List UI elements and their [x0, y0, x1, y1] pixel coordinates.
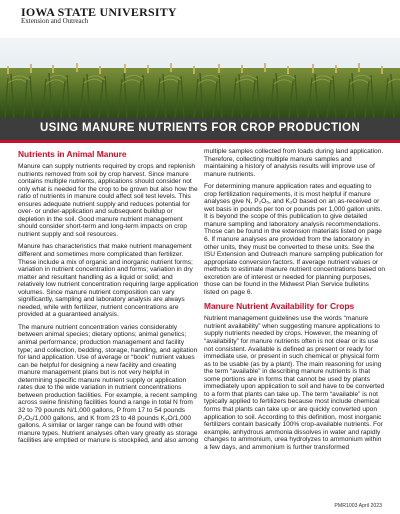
paragraph: The manure nutrient concentration varies considerably between animal species; dietary options; animal genetics; animal performance; production management and facility type; and collection, bedding, storage, handling, and agitation for land application. Use of average or “book” nutrient values can be helpful for designing a new facility and creating manure management plans but is not very helpful in determining specific manure nutrient supply or application rates due to the wide variation in nutrient concentrations between production facilities. For example, a recent sampling across swine finishing facilities found a range in total N from 32 to 79 pounds N/1,000 gallons, P from 17 to 54 pounds P₂O₅/1,000 gallons, and K from 23 to 48 pounds K₂O/1,000 gallons. A similar or larger range can be found with other manure types. Nutrient analyses often vary greatly as storage facilities are emptied or manure is stockpiled, and also among — [18, 323, 199, 445]
paragraph: multiple samples collected from loads during land application. Therefore, collecting multiple manure samples and maintaining a history of analysis results will improve use of manure nutrients. — [204, 148, 384, 178]
university-logo[interactable]: IOWA STATE UNIVERSITY — [21, 5, 177, 19]
page-title: USING MANURE NUTRIENTS FOR CROP PRODUCTION — [39, 122, 361, 134]
title-banner — [0, 118, 400, 140]
cornfield-photo — [0, 38, 400, 118]
section-heading-availability: Manure Nutrient Availability for Crops — [204, 301, 355, 312]
unit-name: Extension and Outreach — [21, 17, 89, 25]
section-heading-nutrients: Nutrients in Animal Manure — [18, 149, 127, 159]
header — [0, 0, 400, 24]
paragraph: Nutrient management guidelines use the words “manure nutrient availability” when suggesting manure applications to supply nutrients needed by crops. However, the meaning of “availability” for manure nutrients often is not clear or its use not consistent. Available is defined as present or ready for immediate use, or present in such chemical or physical form as to be usable (as by a plant). The main reasoning for using the term “available” in describing manure nutrients is that some portions are in forms that cannot be used by plants immediately upon application to soil and have to be converted to a form that plants can take up. The term “available” is not typically applied to fertilizers because most include chemical forms that plants can take up or are quickly converted upon application to soil. According to this definition, most inorganic fertilizers contain basically 100% crop-available nutrients. For example, anhydrous ammonia dissolves in water and rapidly changes to ammonium, urea hydrolyzes to ammonium within a few days, and ammonium is further transformed — [204, 315, 385, 451]
publication-code: PMR1003 April 2023 — [334, 503, 382, 509]
paragraph: For determining manure application rates and equating to crop fertilization requirements, it is most helpful if manure analyses give N, P₂O₅, and K₂O based on an as-received or wet basis in pounds per ton or pounds per 1,000 gallon units. It is beyond the scope of this publication to give detailed manure sampling and laboratory analysis recommendations. Those can be found in the extension materials listed on page 6. If manure analyses are provided from the laboratory in other units, they must be converted to these units. See the ISU Extension and Outreach manure sampling publication for appropriate conversion factors. If average nutrient values or methods to estimate manure nutrient concentrations based on excretion are of interest or needed for planning purposes, those can be found in the Midwest Plan Service bulletins listed on page 6. — [204, 183, 386, 296]
left-column — [18, 148, 200, 450]
paragraph: Manure has characteristics that make nutrient management different and sometimes more complicated than fertilizer. These include a mix of organic and inorganic nutrient forms; variation in nutrient concentration and forms; variation in dry matter and resultant handling as a liquid or solid; and relatively low nutrient concentration requiring large application volumes. Since manure nutrient composition can vary significantly, sampling and laboratory analysis are always needed, while with fertilizer, nutrient concentrations are provided at a guaranteed analysis. — [18, 243, 199, 319]
right-column — [204, 148, 386, 456]
title-divider — [0, 140, 400, 143]
paragraph: Manure can supply nutrients required by crops and replenish nutrients removed from soil by crop harvest. Since manure contains multiple nutrients, applications should consider not only what is needed for the crop to be grown but also how the ratio of nutrients in manure could affect soil test levels. This ensures adequate nutrient supply and reduces potential for over- or under-application and subsequent buildup or depletion in the soil. Good manure nutrient management should consider short-term and long-term impacts on crop nutrient supply and soil resources. — [18, 163, 198, 238]
